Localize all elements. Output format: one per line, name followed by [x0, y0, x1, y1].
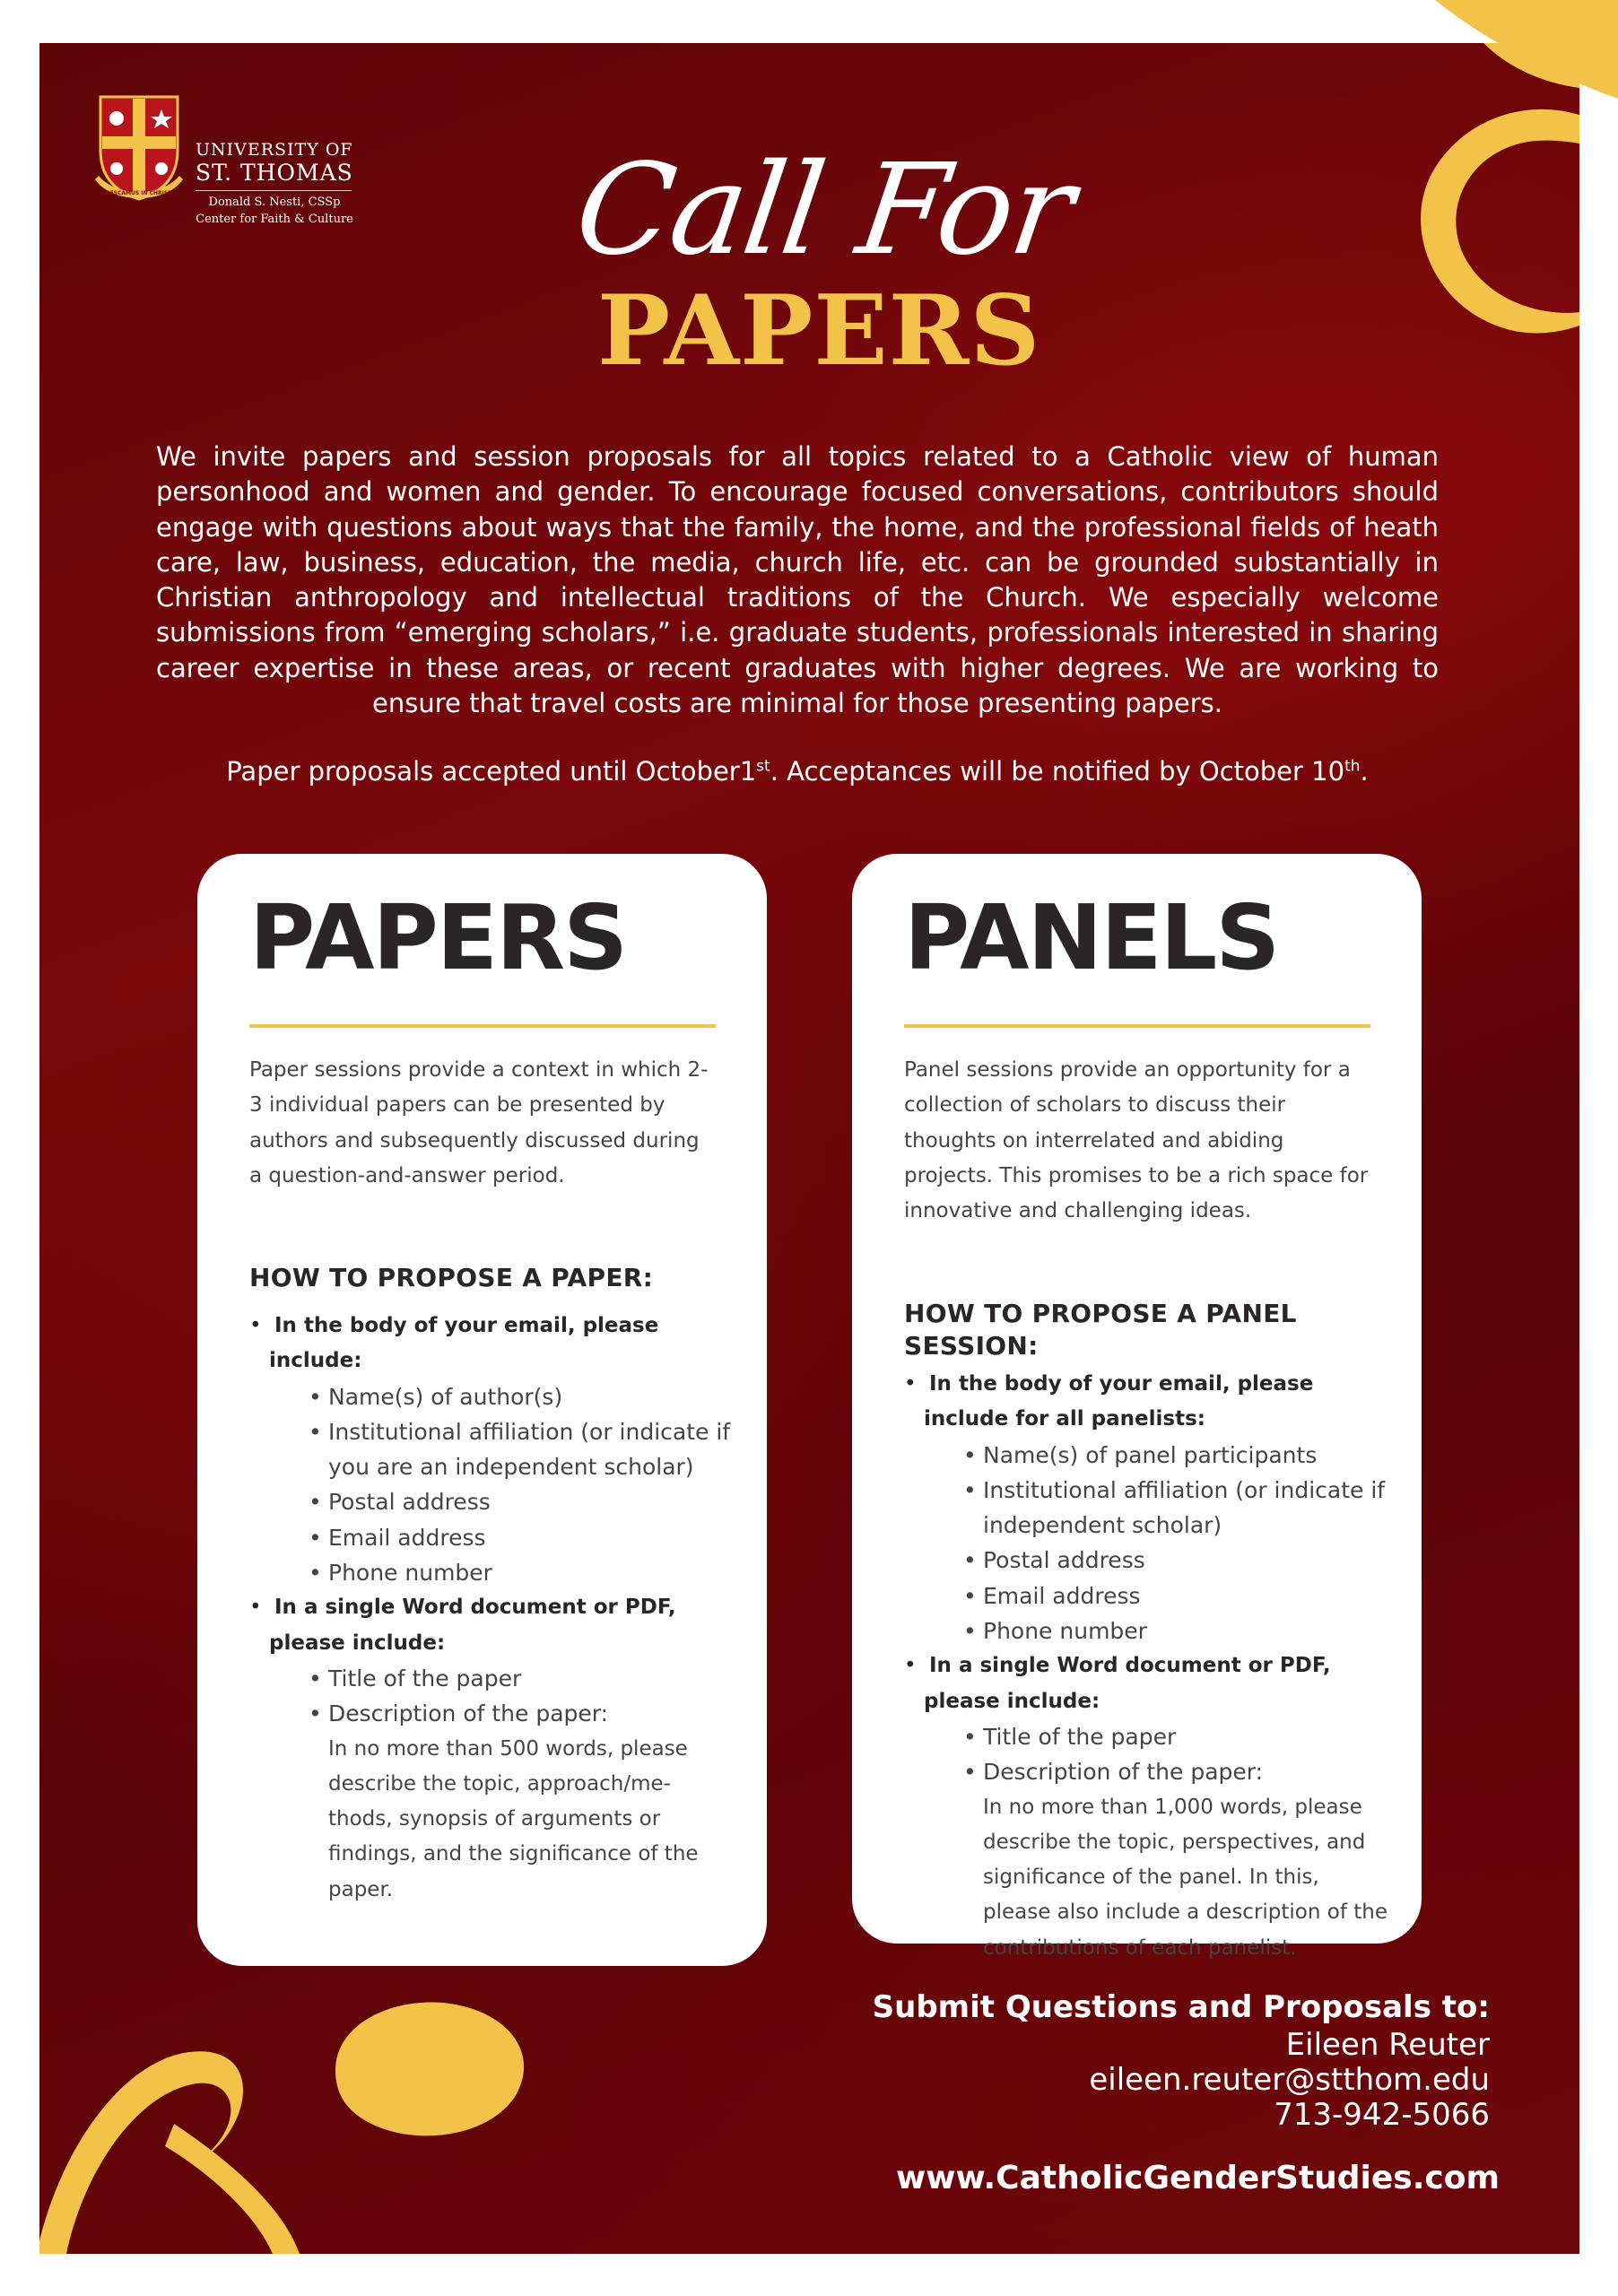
list-item	[249, 1590, 734, 1661]
contact-phone[interactable]: 713-942-5066	[1274, 2097, 1490, 2133]
panels-email-lead: In the body of your email, please include for all panelists:	[924, 1372, 1314, 1431]
papers-how-heading: HOW TO PROPOSE A PAPER:	[249, 1263, 654, 1292]
list-item: • Name(s) of author(s)	[249, 1379, 734, 1414]
list-item: • Institutional affiliation (or indicate if independent scholar)	[904, 1473, 1388, 1544]
panels-doc-lead: In a single Word document or PDF, please include:	[924, 1654, 1331, 1713]
list-item	[904, 1367, 1388, 1438]
list-item: • Title of the paper	[249, 1661, 734, 1696]
deadline-text-3: .	[1360, 756, 1369, 787]
crest-motto: CRESCAMUS IN CHRISTO	[101, 190, 177, 196]
papers-main-title: PAPERS	[597, 274, 1041, 387]
papers-doc-note: In no more than 500 words, please describe the topic, approach/me-thods, synopsis of arguments or findings, and the significance of the paper.	[328, 1736, 699, 1901]
list-item: • Postal address	[249, 1484, 734, 1519]
intro-paragraph: We invite papers and session proposals for all topics related to a Catholic view of human personhood and women and gender. To encourage focused conversations, contributors should engage with questions about ways that the family, the home, and the professional fields of heath care, law, business, education, the media, church life, etc. can be grounded substantially in Christian anthropology and intellectual traditions of the Church. We especially welcome submissions from “emerging scholars,” i.e. graduate students, professionals interested in sharing career expertise in these areas, or recent graduates with higher degrees. We are working to ensure that travel costs are minimal for those presenting papers.	[156, 441, 1439, 719]
papers-email-lead: In the body of your email, please include:	[269, 1314, 659, 1373]
list-item	[249, 1309, 734, 1379]
list-item: • Postal address	[904, 1543, 1388, 1578]
panels-card-divider	[904, 1024, 1370, 1028]
list-item: • Email address	[249, 1520, 734, 1555]
contact-email-link[interactable]: eileen.reuter@stthom.edu	[1089, 2062, 1490, 2098]
papers-instructions-list	[249, 1309, 734, 1908]
poster	[39, 43, 1579, 2254]
logo-line-university-of: UNIVERSITY OF	[196, 140, 353, 160]
list-item: • Phone number	[904, 1613, 1388, 1648]
panels-instructions-list	[904, 1367, 1388, 1966]
logo-line-st-thomas: ST. THOMAS	[196, 160, 353, 186]
gold-swirl-top-right	[1187, 43, 1579, 420]
papers-description: Paper sessions provide a context in which 2-3 individual papers can be presented by authors and subsequently discussed during a question-and-answer period.	[249, 1058, 709, 1187]
papers-card-divider	[249, 1024, 716, 1028]
list-item: • Description of the paper:	[904, 1754, 1388, 1789]
website-link[interactable]: www.CatholicGenderStudies.com	[896, 2160, 1500, 2196]
contact-block	[873, 1987, 1490, 2133]
panels-card-title: PANELS	[904, 885, 1279, 990]
panels-doc-note: In no more than 1,000 words, please describe the topic, perspectives, and significance of the panel. In this, please also include a description of the contributions of each panelist.	[983, 1795, 1387, 1960]
list-item: • Email address	[904, 1578, 1388, 1613]
list-item: • Name(s) of panel participants	[904, 1438, 1388, 1473]
university-crest-icon	[90, 90, 188, 206]
list-item: • Description of the paper:	[249, 1696, 734, 1731]
deadline-sup-2: th	[1344, 757, 1361, 776]
contact-heading: Submit Questions and Proposals to:	[872, 1989, 1490, 2025]
contact-name: Eileen Reuter	[1285, 2027, 1490, 2063]
papers-card-title: PAPERS	[249, 885, 627, 990]
panels-card	[852, 854, 1422, 1960]
deadline-sup-1: st	[756, 757, 770, 776]
deadline-text-1: Paper proposals accepted until October1	[226, 756, 757, 787]
list-item: • Phone number	[249, 1555, 734, 1590]
list-item: • Title of the paper	[904, 1719, 1388, 1754]
panels-description: Panel sessions provide an opportunity for a collection of scholars to discuss their thoughts on interrelated and abiding projects. This promises to be a rich space for innovative and challenging ideas.	[904, 1058, 1369, 1223]
panels-how-heading: HOW TO PROPOSE A PANEL SESSION:	[904, 1299, 1297, 1361]
logo-line-center-director: Donald S. Nesti, CSSp	[208, 196, 341, 209]
logo-line-center-name: Center for Faith & Culture	[196, 213, 353, 226]
papers-doc-lead: In a single Word document or PDF, please include:	[269, 1596, 676, 1655]
university-logo	[90, 90, 368, 251]
gold-swirl-bottom-left	[39, 1971, 596, 2254]
call-for-script-title: Call For	[567, 137, 1081, 283]
papers-card	[197, 854, 767, 1966]
list-item	[904, 1648, 1388, 1719]
list-item: • Institutional affiliation (or indicate if you are an independent scholar)	[249, 1414, 734, 1485]
deadline-text-2: . Acceptances will be notified by October 10	[770, 756, 1345, 787]
deadline-line	[156, 756, 1439, 787]
logo-divider	[196, 190, 352, 191]
